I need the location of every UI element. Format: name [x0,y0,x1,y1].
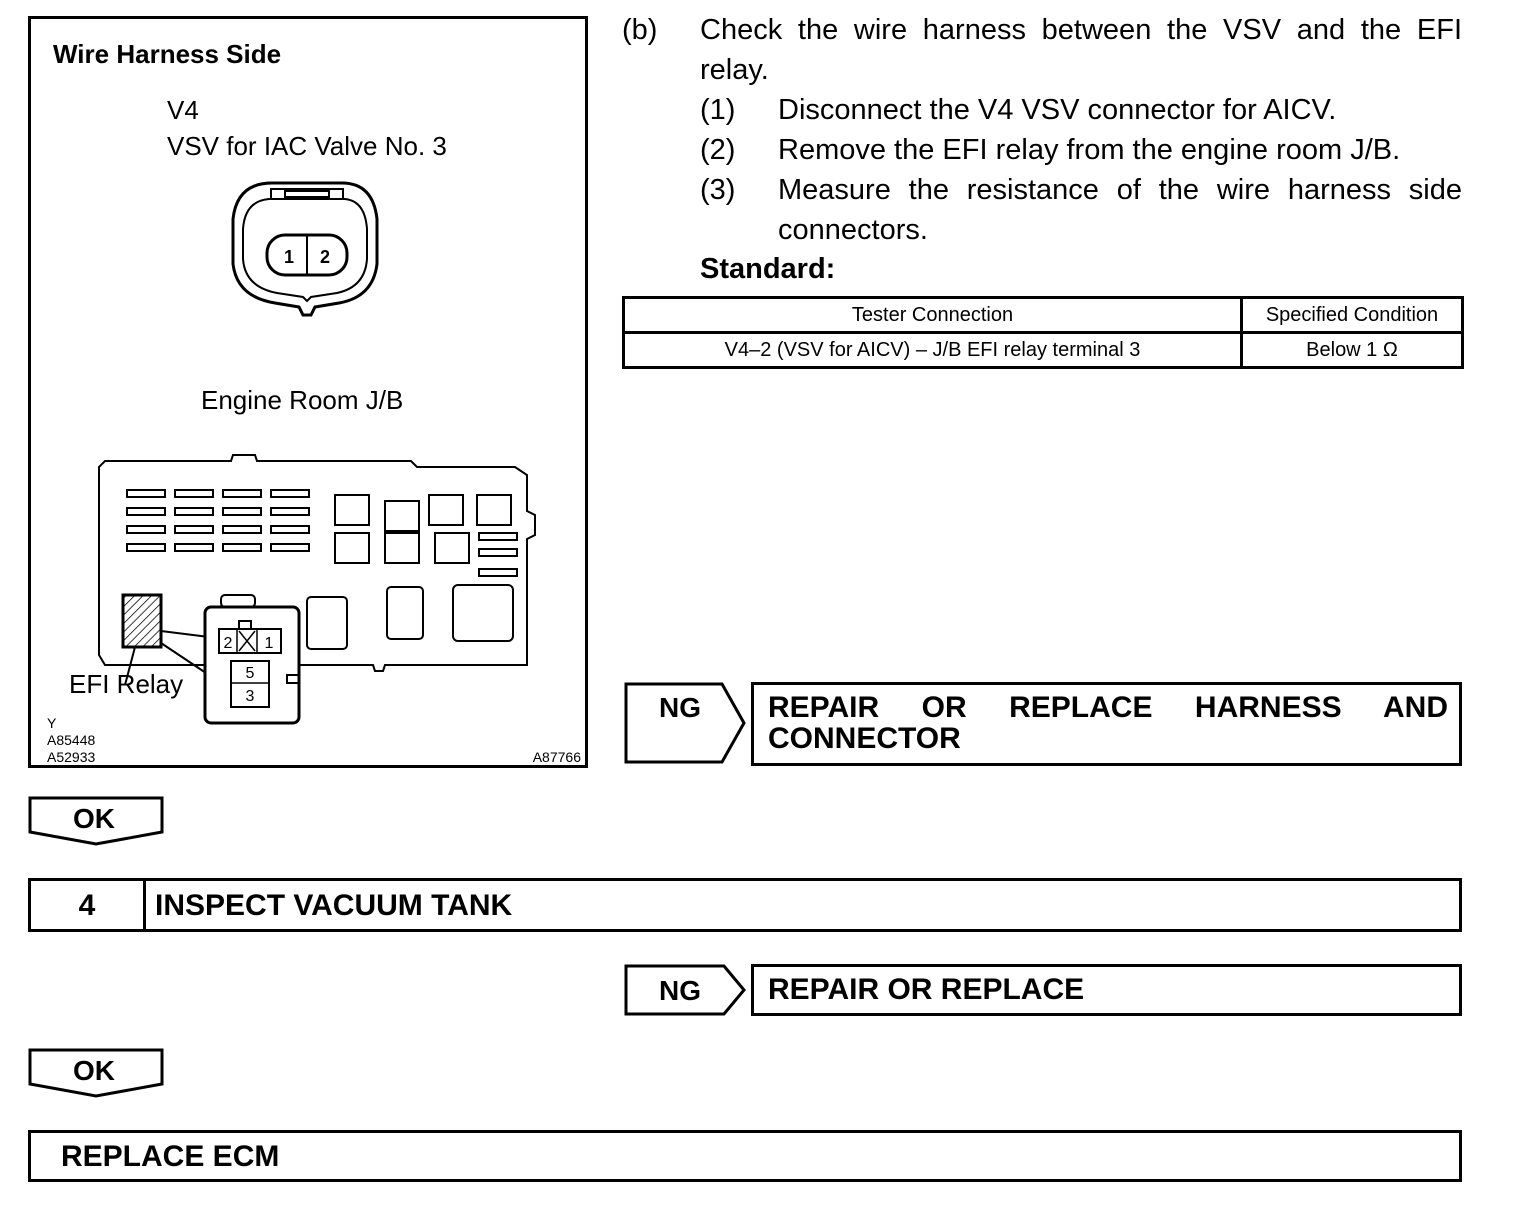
ok-arrow-tag [28,1048,164,1098]
ng-result-line1: REPAIR OR REPLACE HARNESS AND [768,691,1448,724]
jb-title: Engine Room J/B [201,385,404,415]
ok-label: OK [73,803,115,834]
fuse-slots [127,490,309,551]
efi-relay-label: EFI Relay [69,669,184,699]
step-b-text-line2: relay. [700,54,769,86]
code-a52933: A52933 [47,749,96,765]
step-title: INSPECT VACUUM TANK [155,889,513,922]
terminal-5-label: 5 [245,665,255,682]
ng-result-line2: CONNECTOR [768,722,961,755]
specification-table [622,296,1464,369]
ok-arrow-tag [28,796,164,846]
substep-2-text: Remove the EFI relay from the engine room J/B. [778,134,1401,166]
table-header-row [624,298,1463,333]
standard-label: Standard: [700,253,836,285]
substep-1-text: Disconnect the V4 VSV connector for AICV. [778,94,1337,126]
step-4-header [28,878,1462,932]
relay-callout-line [161,631,209,637]
connector-inner [243,199,367,301]
table-row [624,333,1463,368]
ng-result-text: REPAIR OR REPLACE [768,973,1085,1006]
latch-slot [285,191,329,197]
vsv-connector-diagram [227,179,387,319]
code-a85448: A85448 [47,732,96,748]
ok-label: OK [73,1055,115,1086]
ng-result-box [751,964,1462,1016]
ng-arrow-tag [624,964,746,1016]
cell-tester-connection: V4–2 (VSV for AICV) – J/B EFI relay terminal 3 [624,333,1242,368]
wiring-figure [28,16,588,768]
terminal-2-label: 2 [223,635,233,652]
cell-specified-condition: Below 1 Ω [1242,333,1463,368]
substep-3-text-line2: connectors. [778,214,928,246]
code-y: Y [47,715,57,731]
step-number: 4 [31,881,146,929]
figure-heading: Wire Harness Side [53,39,282,69]
ng-label: NG [659,692,701,723]
substep-2-number: (2) [700,134,736,166]
header-specified-condition: Specified Condition [1242,298,1463,333]
step-b-label: (b) [622,14,658,46]
substep-1-number: (1) [700,94,736,126]
step-b-text-line1: Check the wire harness between the VSV and the EFI [700,14,1462,46]
connector-code: V4 [167,95,199,125]
terminal-3-label: 3 [245,688,255,705]
ng-result-box [751,682,1462,766]
pin-2-label: 2 [319,247,331,267]
terminal-1-label: 1 [264,635,274,652]
final-action-box [28,1130,1462,1182]
ng-label: NG [659,975,701,1006]
connector-name: VSV for IAC Valve No. 3 [167,131,447,161]
figure-id: A87766 [532,749,581,765]
substep-3-text-line1: Measure the resistance of the wire harness side [778,174,1462,206]
pin-1-label: 1 [283,247,295,267]
final-action-text: REPLACE ECM [61,1140,280,1173]
substep-3-number: (3) [700,174,736,206]
efi-relay-socket [123,595,161,647]
ng-arrow-tag [624,682,746,764]
header-tester-connection: Tester Connection [624,298,1242,333]
